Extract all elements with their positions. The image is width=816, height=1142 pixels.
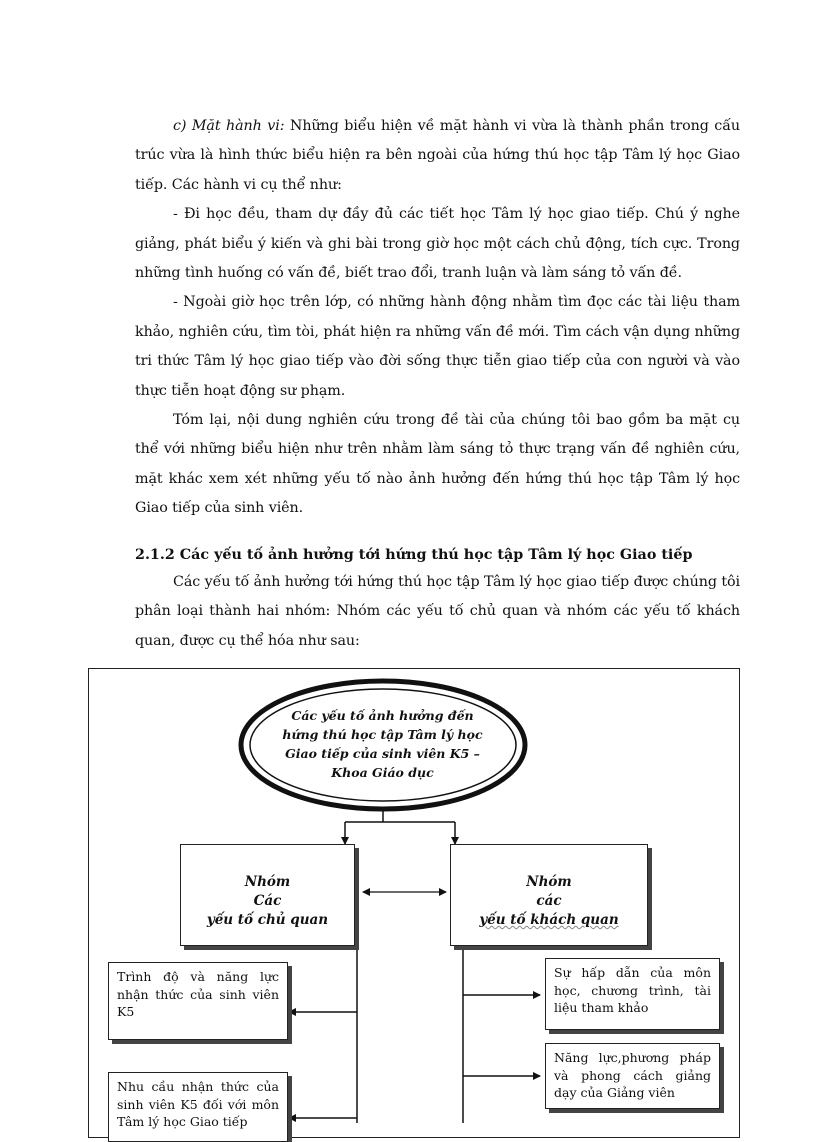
paragraph-factors-intro: Các yếu tố ảnh hưởng tới hứng thú học tập Tâm lý học giao tiếp được chúng tôi phân loại thành hai nhóm: Nhóm các yếu tố chủ quan và nhóm các yếu tố khách quan, được cụ thể hóa như sau: xyxy=(135,573,740,649)
behavior-label: c) Mặt hành vi: xyxy=(173,118,285,134)
subjective-line-2: Các xyxy=(253,893,282,909)
objective-factor-box-2: Năng lực,phương pháp và phong cách giảng dạy của Giảng viên xyxy=(545,1043,720,1109)
objective-line-1: Nhóm xyxy=(526,874,572,890)
root-node-label: Các yếu tố ảnh hưởng đến hứng thú học tập Tâm lý học Giao tiếp của sinh viên K5 – Khoa Giáo dục xyxy=(282,708,483,780)
subjective-line-1: Nhóm xyxy=(244,874,291,890)
objective-line-2: các xyxy=(536,893,562,909)
objective-line-3: yếu tố khách quan xyxy=(479,912,619,928)
section-heading: 2.1.2 Các yếu tố ảnh hưởng tới hứng thú học tập Tâm lý học Giao tiếp xyxy=(135,546,693,563)
subjective-line-3: yếu tố chủ quan xyxy=(206,912,329,928)
behavior-text: Những biểu hiện về mặt hành vi vừa là thành phần trong cấu trúc vừa là hình thức biểu hiện ra bên ngoài của hứng thú học tập Tâm lý học Giao tiếp. Các hành vi cụ thể như: xyxy=(135,118,740,193)
paragraph-in-class: - Đi học đều, tham dự đầy đủ các tiết học Tâm lý học giao tiếp. Chú ý nghe giảng, phát biểu ý kiến và ghi bài trong giờ học một cách chủ động, tích cực. Trong những tình huống có vấn đề, biết trao đổi, tranh luận và làm sáng tỏ vấn đề. xyxy=(135,206,740,282)
subjective-factor-box-2: Nhu cầu nhận thức của sinh viên K5 đối với môn Tâm lý học Giao tiếp xyxy=(108,1072,288,1142)
paragraph-out-of-class: - Ngoài giờ học trên lớp, có những hành động nhằm tìm đọc các tài liệu tham khảo, nghiên cứu, tìm tòi, phát hiện ra những vấn đề mới. Tìm cách vận dụng những tri thức Tâm lý học giao tiếp vào đời sống thực tiễn giao tiếp của con người và vào thực tiễn hoạt động sư phạm. xyxy=(135,294,740,399)
subjective-group-box xyxy=(180,844,355,946)
objective-group-box xyxy=(450,844,648,946)
subjective-factor-box-1: Trình độ và năng lực nhận thức của sinh viên K5 xyxy=(108,962,288,1040)
objective-factor-box-1: Sự hấp dẫn của môn học, chương trình, tài liệu tham khảo xyxy=(545,958,720,1030)
paragraph-summary: Tóm lại, nội dung nghiên cứu trong đề tài của chúng tôi bao gồm ba mặt cụ thể với những biểu hiện như trên nhằm làm sáng tỏ thực trạng vấn đề nghiên cứu, mặt khác xem xét những yếu tố nào ảnh hưởng đến hứng thú học tập Tâm lý học Giao tiếp của sinh viên. xyxy=(135,412,740,517)
